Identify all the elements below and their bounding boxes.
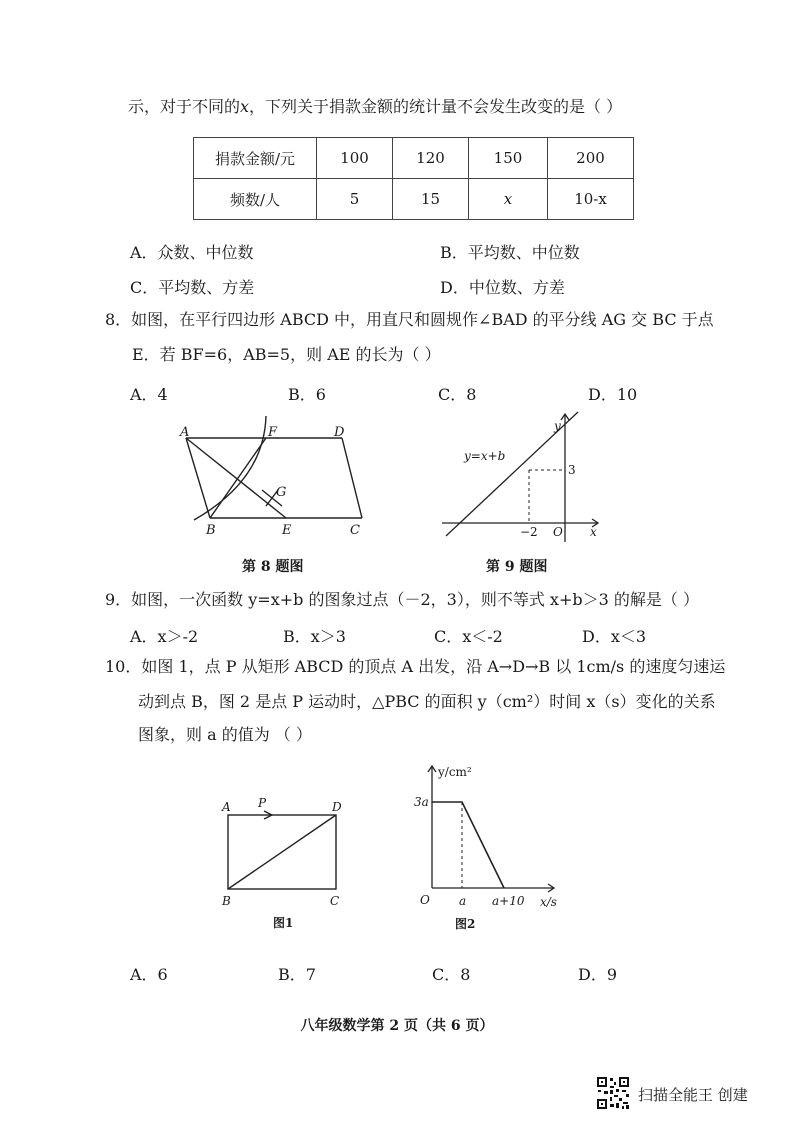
q9-label-neg2: −2 bbox=[520, 525, 538, 539]
q10-stem-line1: 10．如图 1，点 P 从矩形 ABCD 的顶点 A 出发，沿 A→D→B 以 1cm/s 的速度匀速运 bbox=[105, 657, 726, 676]
q7-option-a: A．众数、中位数 bbox=[130, 243, 254, 262]
q9-label-func: y=x+b bbox=[464, 449, 506, 463]
q9-figure bbox=[438, 408, 608, 542]
q8-label-c: C bbox=[350, 523, 360, 538]
q9-option-d: D．x＜3 bbox=[582, 627, 647, 646]
table-cell: 120 bbox=[393, 138, 469, 179]
q9-option-b: B．x＞3 bbox=[283, 627, 346, 646]
q10-fig2-label-origin: O bbox=[420, 893, 430, 907]
q10-fig2-label-3a: 3a bbox=[414, 795, 429, 809]
q8-option-c: C．8 bbox=[438, 385, 477, 404]
q8-side-ab bbox=[186, 438, 210, 518]
q10-stem-line2: 动到点 B，图 2 是点 P 运动时，△PBC 的面积 y（cm²）时间 x（s）变化的关系 bbox=[138, 692, 716, 711]
q9-stem: 9．如图，一次函数 y=x+b 的图象过点（－2，3），则不等式 x+b＞3 的解是（ ） bbox=[105, 590, 699, 609]
q9-label-x: x bbox=[590, 525, 597, 539]
q9-label-y: y bbox=[554, 419, 561, 433]
table-cell: 15 bbox=[393, 179, 469, 220]
q10-fig1-label-p: P bbox=[258, 796, 267, 810]
q10-fig2-label-a-plus-10: a+10 bbox=[492, 894, 525, 908]
q10-fig1-label-d: D bbox=[332, 800, 342, 814]
q8-side-dc bbox=[342, 438, 362, 518]
q8-segment-ae bbox=[186, 438, 286, 518]
q10-fig2-label-a: a bbox=[459, 894, 467, 908]
q10-fig2-label-xaxis: x/s bbox=[540, 895, 557, 909]
scanner-watermark: 扫描全能王 创建 bbox=[638, 1086, 748, 1104]
q8-option-b: B．6 bbox=[288, 385, 326, 404]
q10-fig1-label-a: A bbox=[222, 800, 231, 814]
table-cell: 150 bbox=[469, 138, 548, 179]
q9-caption: 第 9 题图 bbox=[486, 559, 548, 575]
q10-fig2-label-yaxis: y/cm² bbox=[438, 765, 472, 779]
q7-stem-part2: ，下列关于捐款金额的统计量不会发生改变的是（ ） bbox=[249, 97, 623, 116]
table-cell: x bbox=[469, 179, 548, 220]
q7-option-d: D．中位数、方差 bbox=[440, 278, 565, 297]
q10-fig1-caption: 图1 bbox=[273, 916, 294, 930]
q10-fig1-label-b: B bbox=[222, 894, 231, 908]
q10-fig1-label-c: C bbox=[330, 894, 340, 908]
q8-option-d: D．10 bbox=[588, 385, 638, 404]
q8-label-a: A bbox=[180, 425, 190, 440]
q8-label-d: D bbox=[334, 425, 345, 440]
q7-stem-part1: 示，对于不同的 bbox=[128, 97, 241, 116]
q8-arc bbox=[194, 416, 266, 520]
table-row bbox=[194, 179, 634, 220]
q8-stem-line1: 8．如图，在平行四边形 ABCD 中，用直尺和圆规作∠BAD 的平分线 AG 交 BC 于点 bbox=[105, 310, 714, 329]
donation-table bbox=[193, 137, 634, 220]
q8-option-a: A．4 bbox=[130, 385, 168, 404]
q10-stem-line3: 图象，则 a 的值为 （ ） bbox=[138, 725, 312, 744]
q8-label-e: E bbox=[282, 523, 292, 538]
q10-figure-1 bbox=[212, 795, 352, 935]
q7-stem-var: x bbox=[240, 97, 250, 116]
q9-option-c: C．x＜-2 bbox=[434, 627, 503, 646]
table-cell: 5 bbox=[317, 179, 393, 220]
q10-diagonal-bd bbox=[228, 815, 336, 889]
q10-figure-2 bbox=[412, 760, 572, 935]
q10-fig2-graph bbox=[432, 802, 504, 888]
q7-option-b: B．平均数、中位数 bbox=[440, 243, 580, 262]
q8-caption: 第 8 题图 bbox=[242, 559, 304, 575]
q10-option-a: A．6 bbox=[130, 965, 168, 984]
q8-stem-line2: E．若 BF=6，AB=5，则 AE 的长为（ ） bbox=[132, 345, 441, 364]
q7-stem bbox=[128, 97, 622, 117]
q10-fig2-caption: 图2 bbox=[455, 917, 476, 931]
table-header-amount: 捐款金额/元 bbox=[194, 138, 317, 179]
table-header-frequency: 频数/人 bbox=[194, 179, 317, 220]
q9-option-a: A．x＞-2 bbox=[130, 627, 199, 646]
q8-segment-bf bbox=[210, 438, 266, 518]
q9-label-origin: O bbox=[553, 525, 563, 539]
q8-label-b: B bbox=[206, 523, 216, 538]
q9-label-3: 3 bbox=[568, 463, 576, 477]
table-cell: 100 bbox=[317, 138, 393, 179]
q8-label-f: F bbox=[268, 425, 278, 440]
page-footer: 八年级数学第 2 页（共 6 页） bbox=[300, 1018, 494, 1034]
q8-label-g: G bbox=[276, 485, 287, 500]
table-row bbox=[194, 138, 634, 179]
q10-option-b: B．7 bbox=[278, 965, 316, 984]
qr-code-icon bbox=[596, 1076, 630, 1110]
q10-option-c: C．8 bbox=[432, 965, 471, 984]
table-cell: 200 bbox=[548, 138, 634, 179]
q7-option-c: C．平均数、方差 bbox=[130, 278, 255, 297]
q8-figure bbox=[170, 410, 380, 540]
table-cell: 10-x bbox=[548, 179, 634, 220]
q10-option-d: D．9 bbox=[578, 965, 618, 984]
